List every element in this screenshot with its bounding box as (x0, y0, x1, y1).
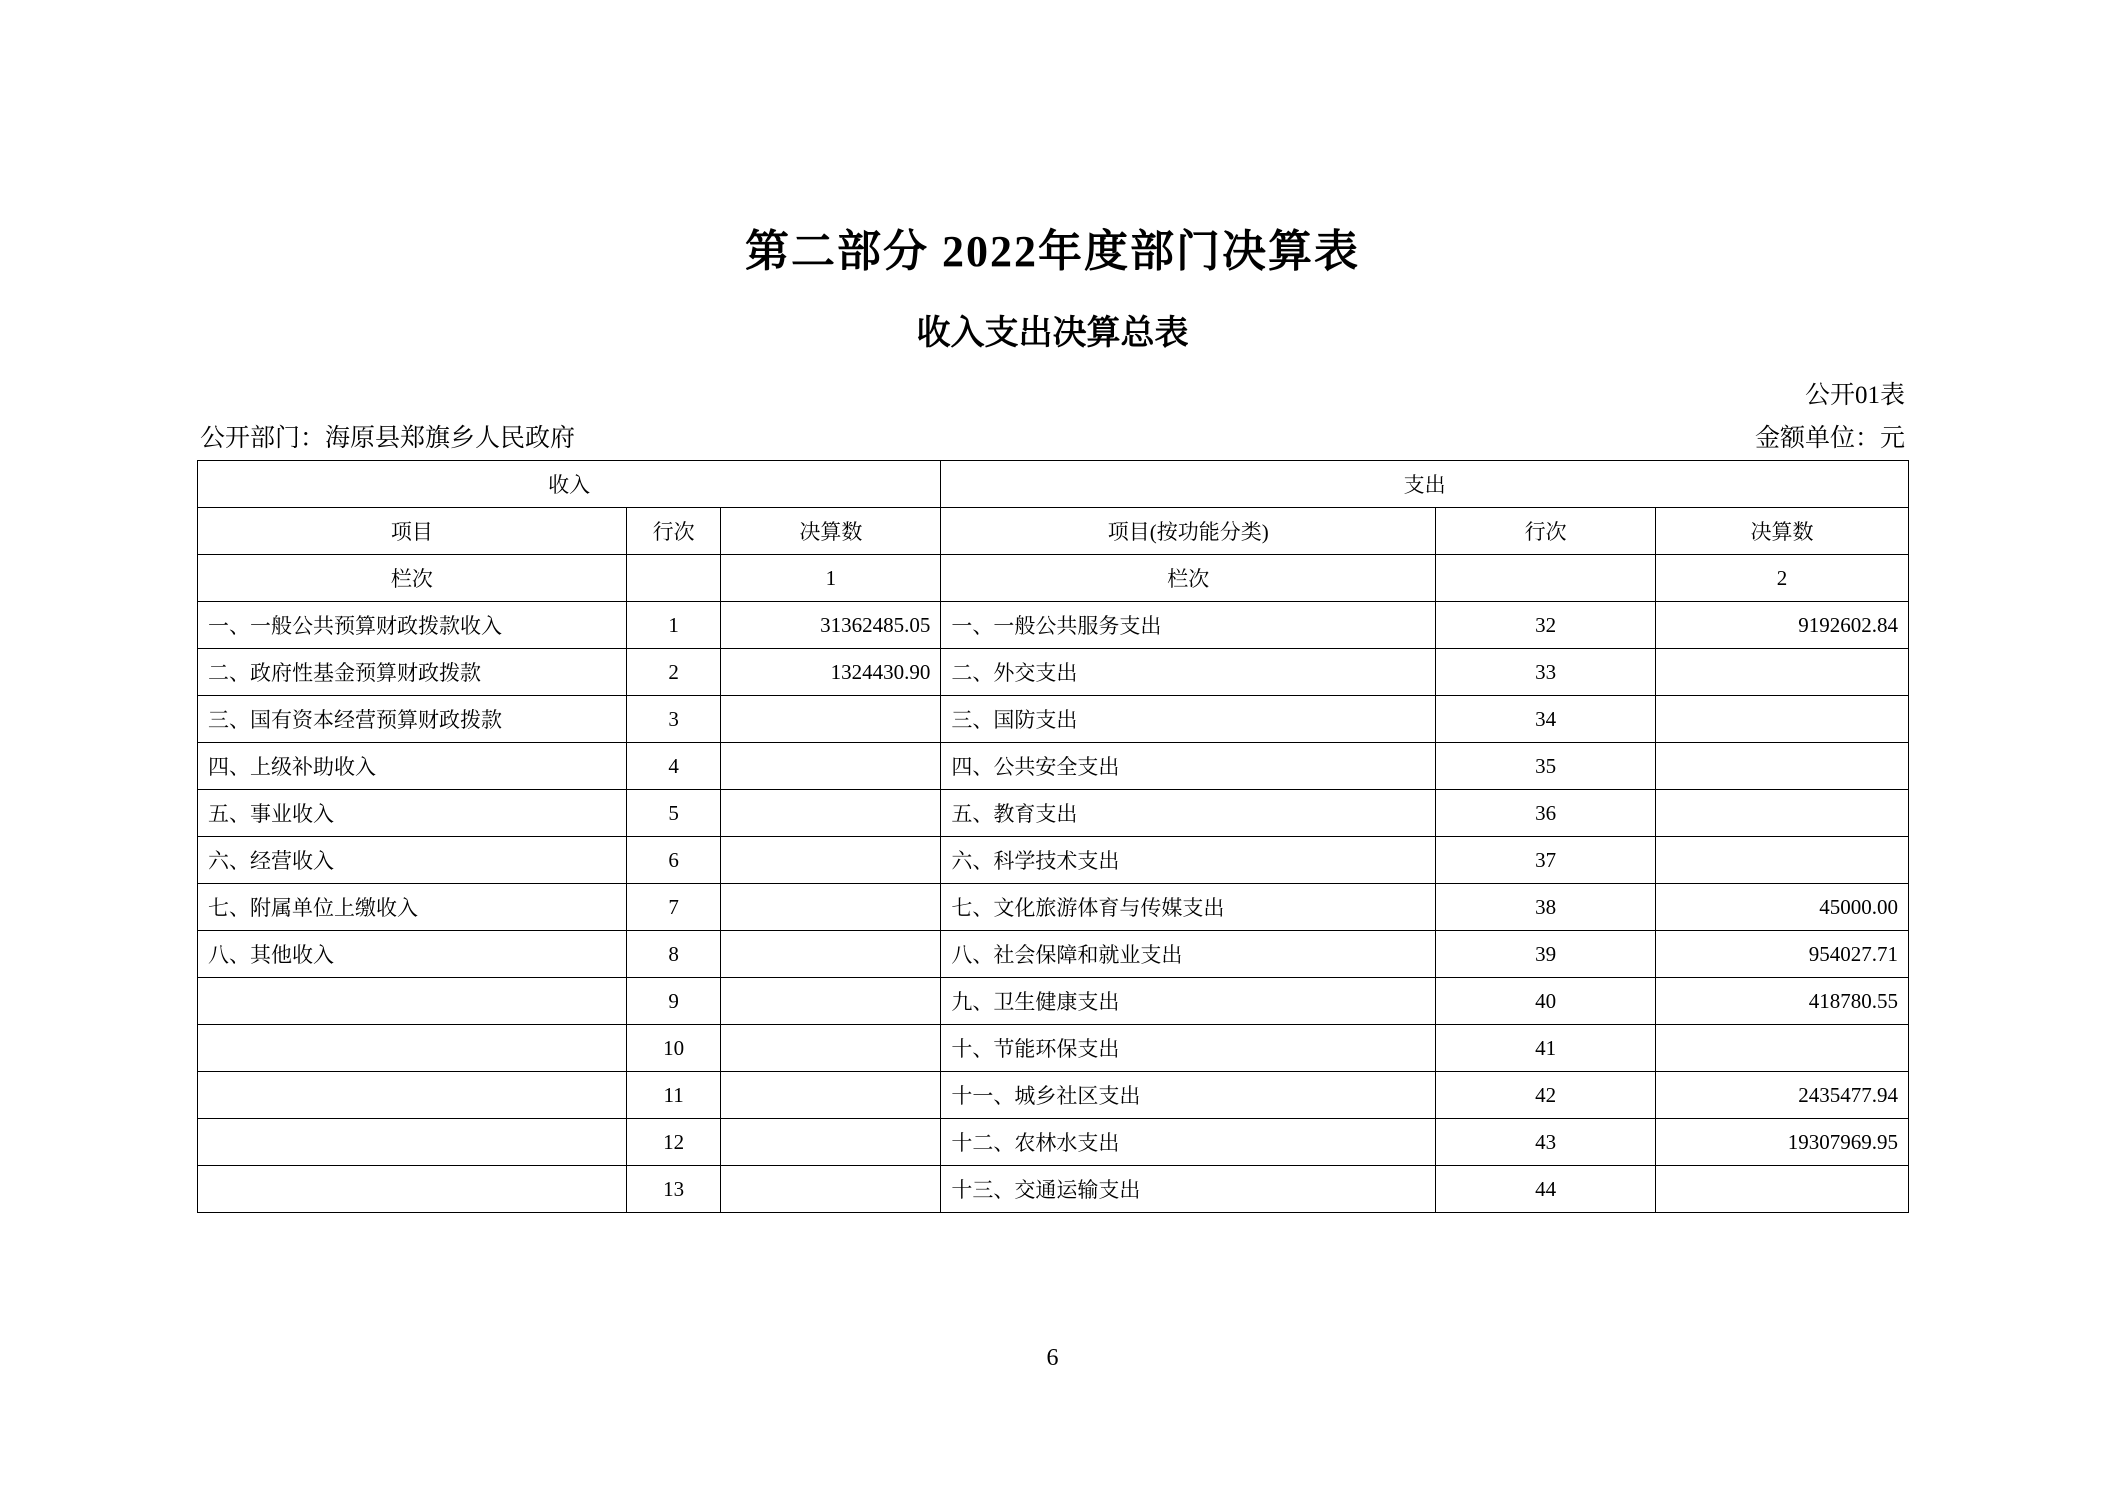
cell-exp-amount (1656, 837, 1909, 884)
amount-unit-label: 金额单位：元 (1754, 425, 1905, 452)
cell-exp-amount: 2435477.94 (1656, 1072, 1909, 1119)
cell-income-item: 二、政府性基金预算财政拨款 (198, 649, 627, 696)
cell-income-item (198, 1119, 627, 1166)
table-group-header-row (198, 461, 1909, 508)
cell-exp-amount (1656, 696, 1909, 743)
cell-income-amount (721, 837, 941, 884)
cell-income-item: 七、附属单位上缴收入 (198, 884, 627, 931)
cell-income-item: 六、经营收入 (198, 837, 627, 884)
cell-exp-item: 十二、农林水支出 (941, 1119, 1436, 1166)
cell-exp-item: 五、教育支出 (941, 790, 1436, 837)
cell-exp-item: 一、一般公共服务支出 (941, 602, 1436, 649)
cell-exp-rowno: 42 (1436, 1072, 1656, 1119)
cell-income-rowno: 8 (626, 931, 721, 978)
cell-exp-item: 十、节能环保支出 (941, 1025, 1436, 1072)
cell-exp-item: 六、科学技术支出 (941, 837, 1436, 884)
page-subtitle: 收入支出决算总表 (916, 315, 1189, 352)
col-header-exp-rowno: 行次 (1436, 508, 1656, 555)
cell-income-rowno: 6 (626, 837, 721, 884)
cell-exp-amount: 954027.71 (1656, 931, 1909, 978)
cell-income-item: 八、其他收入 (198, 931, 627, 978)
cell-exp-item: 七、文化旅游体育与传媒支出 (941, 884, 1436, 931)
cell-income-rowno: 11 (626, 1072, 721, 1119)
cell-income-amount: 31362485.05 (721, 602, 941, 649)
table-row (198, 837, 1909, 884)
cell-exp-rowno: 33 (1436, 649, 1656, 696)
table-row (198, 1119, 1909, 1166)
cell-exp-rowno: 44 (1436, 1166, 1656, 1213)
cell-income-rowno: 10 (626, 1025, 721, 1072)
cell-exp-item: 二、外交支出 (941, 649, 1436, 696)
cell-income-amount (721, 696, 941, 743)
cell-exp-rowno: 35 (1436, 743, 1656, 790)
cell-exp-amount (1656, 1166, 1909, 1213)
cell-exp-amount: 418780.55 (1656, 978, 1909, 1025)
cell-income-item: 三、国有资本经营预算财政拨款 (198, 696, 627, 743)
table-row (198, 790, 1909, 837)
cell-income-amount (721, 931, 941, 978)
cell-exp-rowno: 43 (1436, 1119, 1656, 1166)
cell-income-item: 五、事业收入 (198, 790, 627, 837)
cell-exp-rowno: 40 (1436, 978, 1656, 1025)
sheet-code-label: 公开01表 (1804, 382, 1905, 409)
col-header-income-item: 项目 (198, 508, 627, 555)
cell-income-amount (721, 1025, 941, 1072)
cell-exp-item: 四、公共安全支出 (941, 743, 1436, 790)
cell-exp-item: 三、国防支出 (941, 696, 1436, 743)
cell-exp-rowno: 38 (1436, 884, 1656, 931)
column-number-spacer-income-rowno (626, 555, 721, 602)
cell-income-rowno: 2 (626, 649, 721, 696)
cell-income-rowno: 3 (626, 696, 721, 743)
col-header-income-amount: 决算数 (721, 508, 941, 555)
column-label-income: 栏次 (198, 555, 627, 602)
revenue-expenditure-table (197, 460, 1909, 1213)
cell-exp-rowno: 32 (1436, 602, 1656, 649)
table-row (198, 649, 1909, 696)
cell-income-item (198, 978, 627, 1025)
col-header-exp-item: 项目(按功能分类) (941, 508, 1436, 555)
col-header-income-rowno: 行次 (626, 508, 721, 555)
cell-income-rowno: 13 (626, 1166, 721, 1213)
cell-exp-rowno: 41 (1436, 1025, 1656, 1072)
cell-exp-amount (1656, 1025, 1909, 1072)
table-row (198, 884, 1909, 931)
cell-exp-item: 八、社会保障和就业支出 (941, 931, 1436, 978)
page-number: 6 (1046, 1345, 1059, 1371)
table-column-number-row (198, 555, 1909, 602)
cell-income-amount (721, 790, 941, 837)
cell-income-item: 四、上级补助收入 (198, 743, 627, 790)
cell-income-item (198, 1025, 627, 1072)
cell-income-item (198, 1166, 627, 1213)
cell-income-amount (721, 1119, 941, 1166)
department-label: 公开部门：海原县郑旗乡人民政府 (200, 425, 576, 452)
table-row (198, 1072, 1909, 1119)
cell-income-rowno: 9 (626, 978, 721, 1025)
cell-income-amount (721, 743, 941, 790)
cell-exp-amount (1656, 790, 1909, 837)
column-number-expenditure: 2 (1656, 555, 1909, 602)
cell-income-rowno: 4 (626, 743, 721, 790)
cell-income-amount (721, 978, 941, 1025)
table-row (198, 696, 1909, 743)
col-header-exp-amount: 决算数 (1656, 508, 1909, 555)
cell-income-amount: 1324430.90 (721, 649, 941, 696)
cell-income-item: 一、一般公共预算财政拨款收入 (198, 602, 627, 649)
cell-income-amount (721, 1166, 941, 1213)
table-row (198, 1025, 1909, 1072)
column-number-spacer-exp-rowno (1436, 555, 1656, 602)
group-header-income: 收入 (198, 461, 941, 508)
table-row (198, 602, 1909, 649)
cell-exp-item: 十一、城乡社区支出 (941, 1072, 1436, 1119)
cell-income-rowno: 5 (626, 790, 721, 837)
cell-exp-amount: 45000.00 (1656, 884, 1909, 931)
table-row (198, 743, 1909, 790)
column-label-expenditure: 栏次 (941, 555, 1436, 602)
cell-income-rowno: 7 (626, 884, 721, 931)
table-row (198, 1166, 1909, 1213)
cell-income-rowno: 12 (626, 1119, 721, 1166)
table-column-header-row (198, 508, 1909, 555)
cell-exp-amount (1656, 649, 1909, 696)
column-number-income: 1 (721, 555, 941, 602)
cell-exp-amount (1656, 743, 1909, 790)
table-row (198, 931, 1909, 978)
cell-exp-rowno: 39 (1436, 931, 1656, 978)
cell-exp-amount: 9192602.84 (1656, 602, 1909, 649)
cell-exp-amount: 19307969.95 (1656, 1119, 1909, 1166)
cell-exp-item: 十三、交通运输支出 (941, 1166, 1436, 1213)
group-header-expenditure: 支出 (941, 461, 1909, 508)
cell-income-rowno: 1 (626, 602, 721, 649)
cell-exp-item: 九、卫生健康支出 (941, 978, 1436, 1025)
cell-exp-rowno: 36 (1436, 790, 1656, 837)
cell-income-amount (721, 884, 941, 931)
cell-income-amount (721, 1072, 941, 1119)
cell-exp-rowno: 34 (1436, 696, 1656, 743)
table-row (198, 978, 1909, 1025)
page-title: 第二部分 2022年度部门决算表 (745, 227, 1360, 276)
cell-income-item (198, 1072, 627, 1119)
cell-exp-rowno: 37 (1436, 837, 1656, 884)
